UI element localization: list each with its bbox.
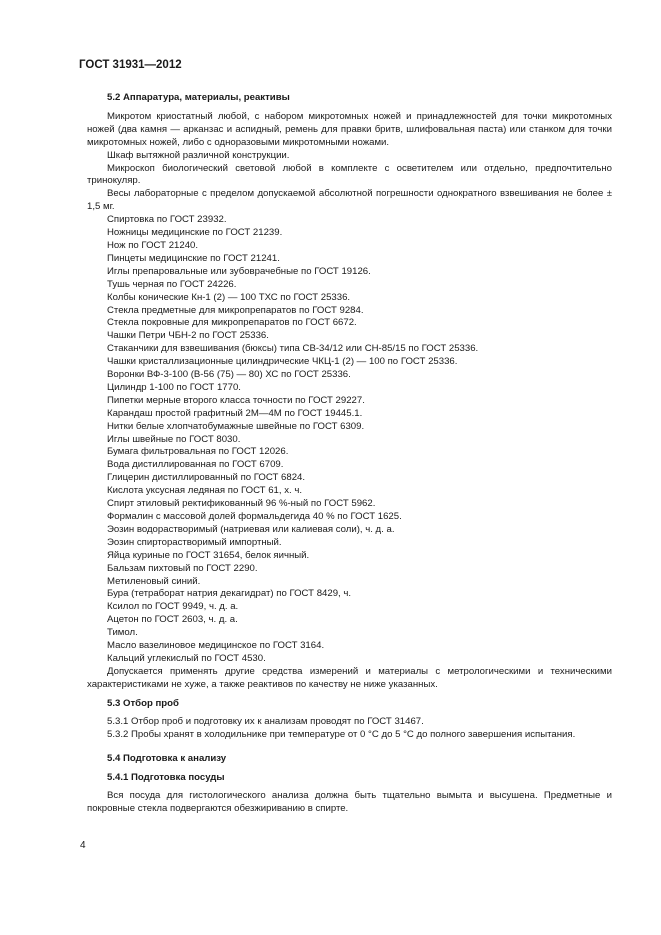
paragraph-microtome: Микротом криостатный любой, с набором микротомных ножей и принадлежностей для точки микротомных ножей (два камня — арканзас и аспидный, ремень для правки бритв, шлифовальная паста) или станком для точки микротомных ножей, либо с одноразовыми микротомными ножами. — [87, 110, 612, 148]
paragraph-microscope: Микроскоп биологический световой любой в комплекте с осветителем или отдельно, предпочтительно тринокуляр. — [87, 162, 612, 187]
list-item: Нитки белые хлопчатобумажные швейные по ГОСТ 6309. — [107, 420, 365, 432]
list-item: Тимол. — [107, 627, 138, 639]
paragraph-5-4-1: Вся посуда для гистологического анализа должна быть тщательно вымыта и высушена. Предметные и покровные стекла подвергаются обезжириванию в спирте. — [87, 790, 612, 815]
list-item: Метиленовый синий. — [107, 575, 201, 587]
list-item: Формалин с массовой долей формальдегида 40 % по ГОСТ 1625. — [107, 511, 402, 522]
list-item: Стекла покровные для микропрепаратов по ГОСТ 6672. — [107, 317, 357, 329]
list-item: Кальций углекислый по ГОСТ 4530. — [107, 652, 266, 664]
paragraph-5-3-1: 5.3.1 Отбор проб и подготовку их к анализам проводят по ГОСТ 31467. — [107, 715, 424, 727]
section-5-2-heading: 5.2 Аппаратура, материалы, реактивы — [107, 92, 290, 103]
list-item: Цилиндр 1-100 по ГОСТ 1770. — [107, 381, 241, 393]
list-item: Чашки Петри ЧБН-2 по ГОСТ 25336. — [107, 330, 269, 342]
list-item: Чашки кристаллизационные цилиндрические ЧКЦ-1 (2) — 100 по ГОСТ 25336. — [107, 356, 458, 368]
list-item: Колбы конические Кн-1 (2) — 100 ТХС по ГОСТ 25336. — [107, 291, 351, 303]
list-item: Бумага фильтровальная по ГОСТ 12026. — [107, 446, 289, 458]
equipment-list — [87, 214, 612, 666]
section-5-3-heading: 5.3 Отбор проб — [107, 697, 179, 709]
list-item: Вода дистиллированная по ГОСТ 6709. — [107, 459, 284, 471]
paragraph-scales: Весы лабораторные с пределом допускаемой абсолютной погрешности однократного взвешивания не более ± 1,5 мг. — [87, 188, 612, 213]
list-item: Нож по ГОСТ 21240. — [107, 239, 199, 251]
list-item: Иглы препаровальные или зубоврачебные по ГОСТ 19126. — [107, 265, 371, 277]
list-item: Эозин водорастворимый (натриевая или калиевая соли), ч. д. а. — [107, 523, 395, 535]
paragraph-5-3-2: 5.3.2 Пробы хранят в холодильнике при температуре от 0 °С до 5 °С до полного завершения испытания. — [107, 728, 576, 740]
list-item: Тушь черная по ГОСТ 24226. — [107, 278, 237, 290]
list-item: Спиртовка по ГОСТ 23932. — [107, 214, 227, 226]
list-item: Стаканчики для взвешивания (бюксы) типа СВ-34/12 или СН-85/15 по ГОСТ 25336. — [107, 343, 479, 355]
document-header: ГОСТ 31931—2012 — [79, 59, 182, 71]
list-item: Ацетон по ГОСТ 2603, ч. д. а. — [107, 614, 238, 626]
list-item: Глицерин дистиллированный по ГОСТ 6824. — [107, 472, 306, 484]
list-item: Воронки ВФ-3-100 (В-56 (75) — 80) ХС по ГОСТ 25336. — [107, 369, 351, 381]
section-5-4-1-heading: 5.4.1 Подготовка посуды — [107, 772, 225, 784]
paragraph-cabinet: Шкаф вытяжной различной конструкции. — [107, 149, 290, 161]
list-item: Бальзам пихтовый по ГОСТ 2290. — [107, 562, 258, 574]
list-item: Ксилол по ГОСТ 9949, ч. д. а. — [107, 601, 239, 613]
list-item: Карандаш простой графитный 2М—4М по ГОСТ 19445.1. — [107, 407, 363, 419]
list-item: Ножницы медицинские по ГОСТ 21239. — [107, 227, 283, 239]
list-item: Яйца куриные по ГОСТ 31654, белок яичный. — [107, 549, 310, 561]
list-item: Бура (тетраборат натрия декагидрат) по ГОСТ 8429, ч. — [107, 588, 352, 600]
page-body — [87, 92, 612, 816]
list-item: Эозин спирторастворимый импортный. — [107, 536, 282, 548]
section-5-4-heading: 5.4 Подготовка к анализу — [107, 753, 227, 765]
list-item: Пипетки мерные второго класса точности по ГОСТ 29227. — [107, 394, 365, 406]
list-item: Стекла предметные для микропрепаратов по ГОСТ 9284. — [107, 304, 364, 316]
list-item: Спирт этиловый ректификованный 96 %-ный по ГОСТ 5962. — [107, 498, 376, 510]
paragraph-allowed: Допускается применять другие средства измерений и материалы с метрологическими и техническими характеристиками не хуже, а также реактивов по качеству не ниже указанных. — [87, 665, 612, 690]
list-item: Кислота уксусная ледяная по ГОСТ 61, х. ч. — [107, 485, 302, 497]
page-number: 4 — [80, 840, 86, 851]
list-item: Иглы швейные по ГОСТ 8030. — [107, 433, 241, 445]
list-item: Пинцеты медицинские по ГОСТ 21241. — [107, 252, 280, 264]
list-item: Масло вазелиновое медицинское по ГОСТ 3164. — [107, 640, 325, 652]
